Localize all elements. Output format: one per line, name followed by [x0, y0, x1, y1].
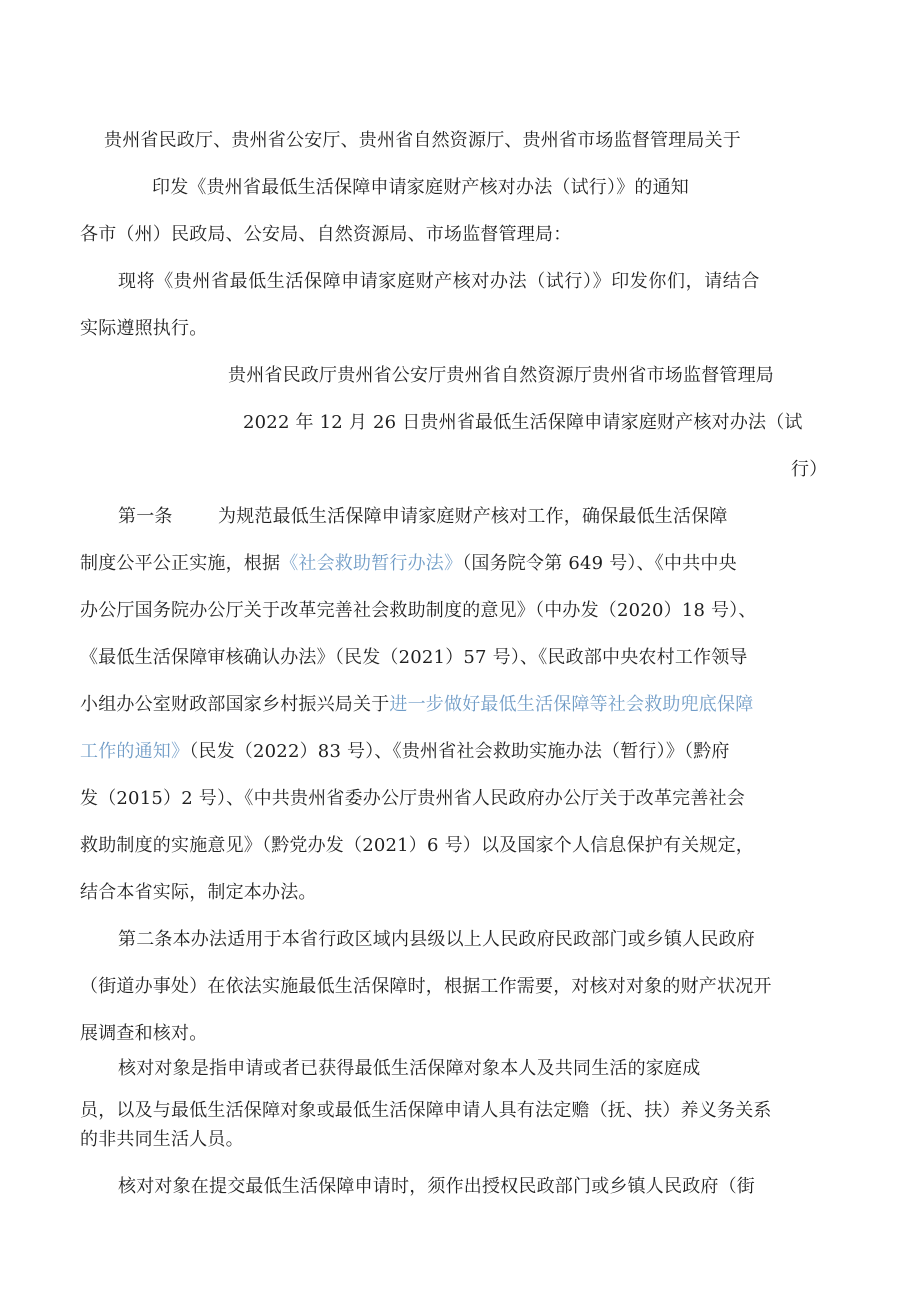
- article-1-line-8: 救助制度的实施意见》（黔党办发（2021）6 号）以及国家个人信息保护有关规定，: [80, 835, 754, 856]
- article-1-label: 第一条: [118, 506, 173, 527]
- article-2-line-2: （街道办事处）在依法实施最低生活保障时，根据工作需要，对核对对象的财产状况开: [80, 976, 772, 997]
- target-line-3: 的非共同生活人员。: [80, 1129, 244, 1150]
- signature-issuers: 贵州省民政厅贵州省公安厅贵州省自然资源厅贵州省市场监督管理局: [228, 365, 774, 386]
- intro-line-1: 现将《贵州省最低生活保障申请家庭财产核对办法（试行）》印发你们，请结合: [118, 271, 760, 292]
- signature-date-and-title: 2022 年 12 月 26 日贵州省最低生活保障申请家庭财产核对办法（试: [243, 412, 803, 433]
- target-line-2: 员，以及与最低生活保障对象或最低生活保障申请人具有法定赡（抚、扶）养义务关系: [80, 1100, 772, 1121]
- intro-line-2: 实际遵照执行。: [80, 318, 208, 339]
- article-1-line-4: 《最低生活保障审核确认办法》（民发（2021）57 号）、《民政部中央农村工作领导: [80, 647, 748, 668]
- article-1-line-6-text-b: （民发（2022）83 号）、《贵州省社会救助实施办法（暂行）》（黔府: [189, 741, 730, 762]
- social-assistance-measures-link[interactable]: 《社会救助暂行办法》: [280, 553, 463, 574]
- minimum-living-notice-link[interactable]: 进一步做好最低生活保障等社会救助兜底保障: [389, 694, 754, 715]
- signature-title-end: 行）: [791, 459, 828, 480]
- target-line-1: 核对对象是指申请或者已获得最低生活保障对象本人及共同生活的家庭成: [118, 1058, 701, 1079]
- article-2-line-1: 第二条本办法适用于本省行政区域内县级以上人民政府民政部门或乡镇人民政府: [118, 929, 755, 950]
- article-1-line-2-text-a: 制度公平公正实施，根据: [80, 553, 281, 574]
- article-1-line-9: 结合本省实际，制定本办法。: [80, 882, 317, 903]
- minimum-living-notice-link-cont[interactable]: 工作的通知》: [80, 741, 190, 762]
- article-1-line-2: [80, 552, 737, 576]
- article-2-line-3: 展调查和核对。: [80, 1023, 208, 1044]
- authorization-line-1: 核对对象在提交最低生活保障申请时，须作出授权民政部门或乡镇人民政府（街: [118, 1176, 755, 1197]
- article-1-line-6: [80, 740, 730, 764]
- article-1-line-7: 发（2015）2 号）、《中共贵州省委办公厅贵州省人民政府办公厅关于改革完善社会: [80, 788, 745, 809]
- article-1-line-5-text-a: 小组办公室财政部国家乡村振兴局关于: [80, 694, 390, 715]
- article-1-line-5: [80, 693, 753, 717]
- addressee: 各市（州）民政局、公安局、自然资源局、市场监督管理局：: [80, 224, 572, 245]
- doc-title-line-2: 印发《贵州省最低生活保障申请家庭财产核对办法（试行）》的通知: [152, 177, 689, 198]
- article-1-line-1: 为规范最低生活保障申请家庭财产核对工作，确保最低生活保障: [218, 506, 728, 527]
- article-1-line-2-text-b: （国务院令第 649 号）、《中共中央: [462, 553, 737, 574]
- article-1-line-3: 办公厅国务院办公厅关于改革完善社会救助制度的意见》（中办发（2020）18 号）、: [80, 600, 757, 621]
- doc-title-line-1: 贵州省民政厅、贵州省公安厅、贵州省自然资源厅、贵州省市场监督管理局关于: [104, 130, 741, 151]
